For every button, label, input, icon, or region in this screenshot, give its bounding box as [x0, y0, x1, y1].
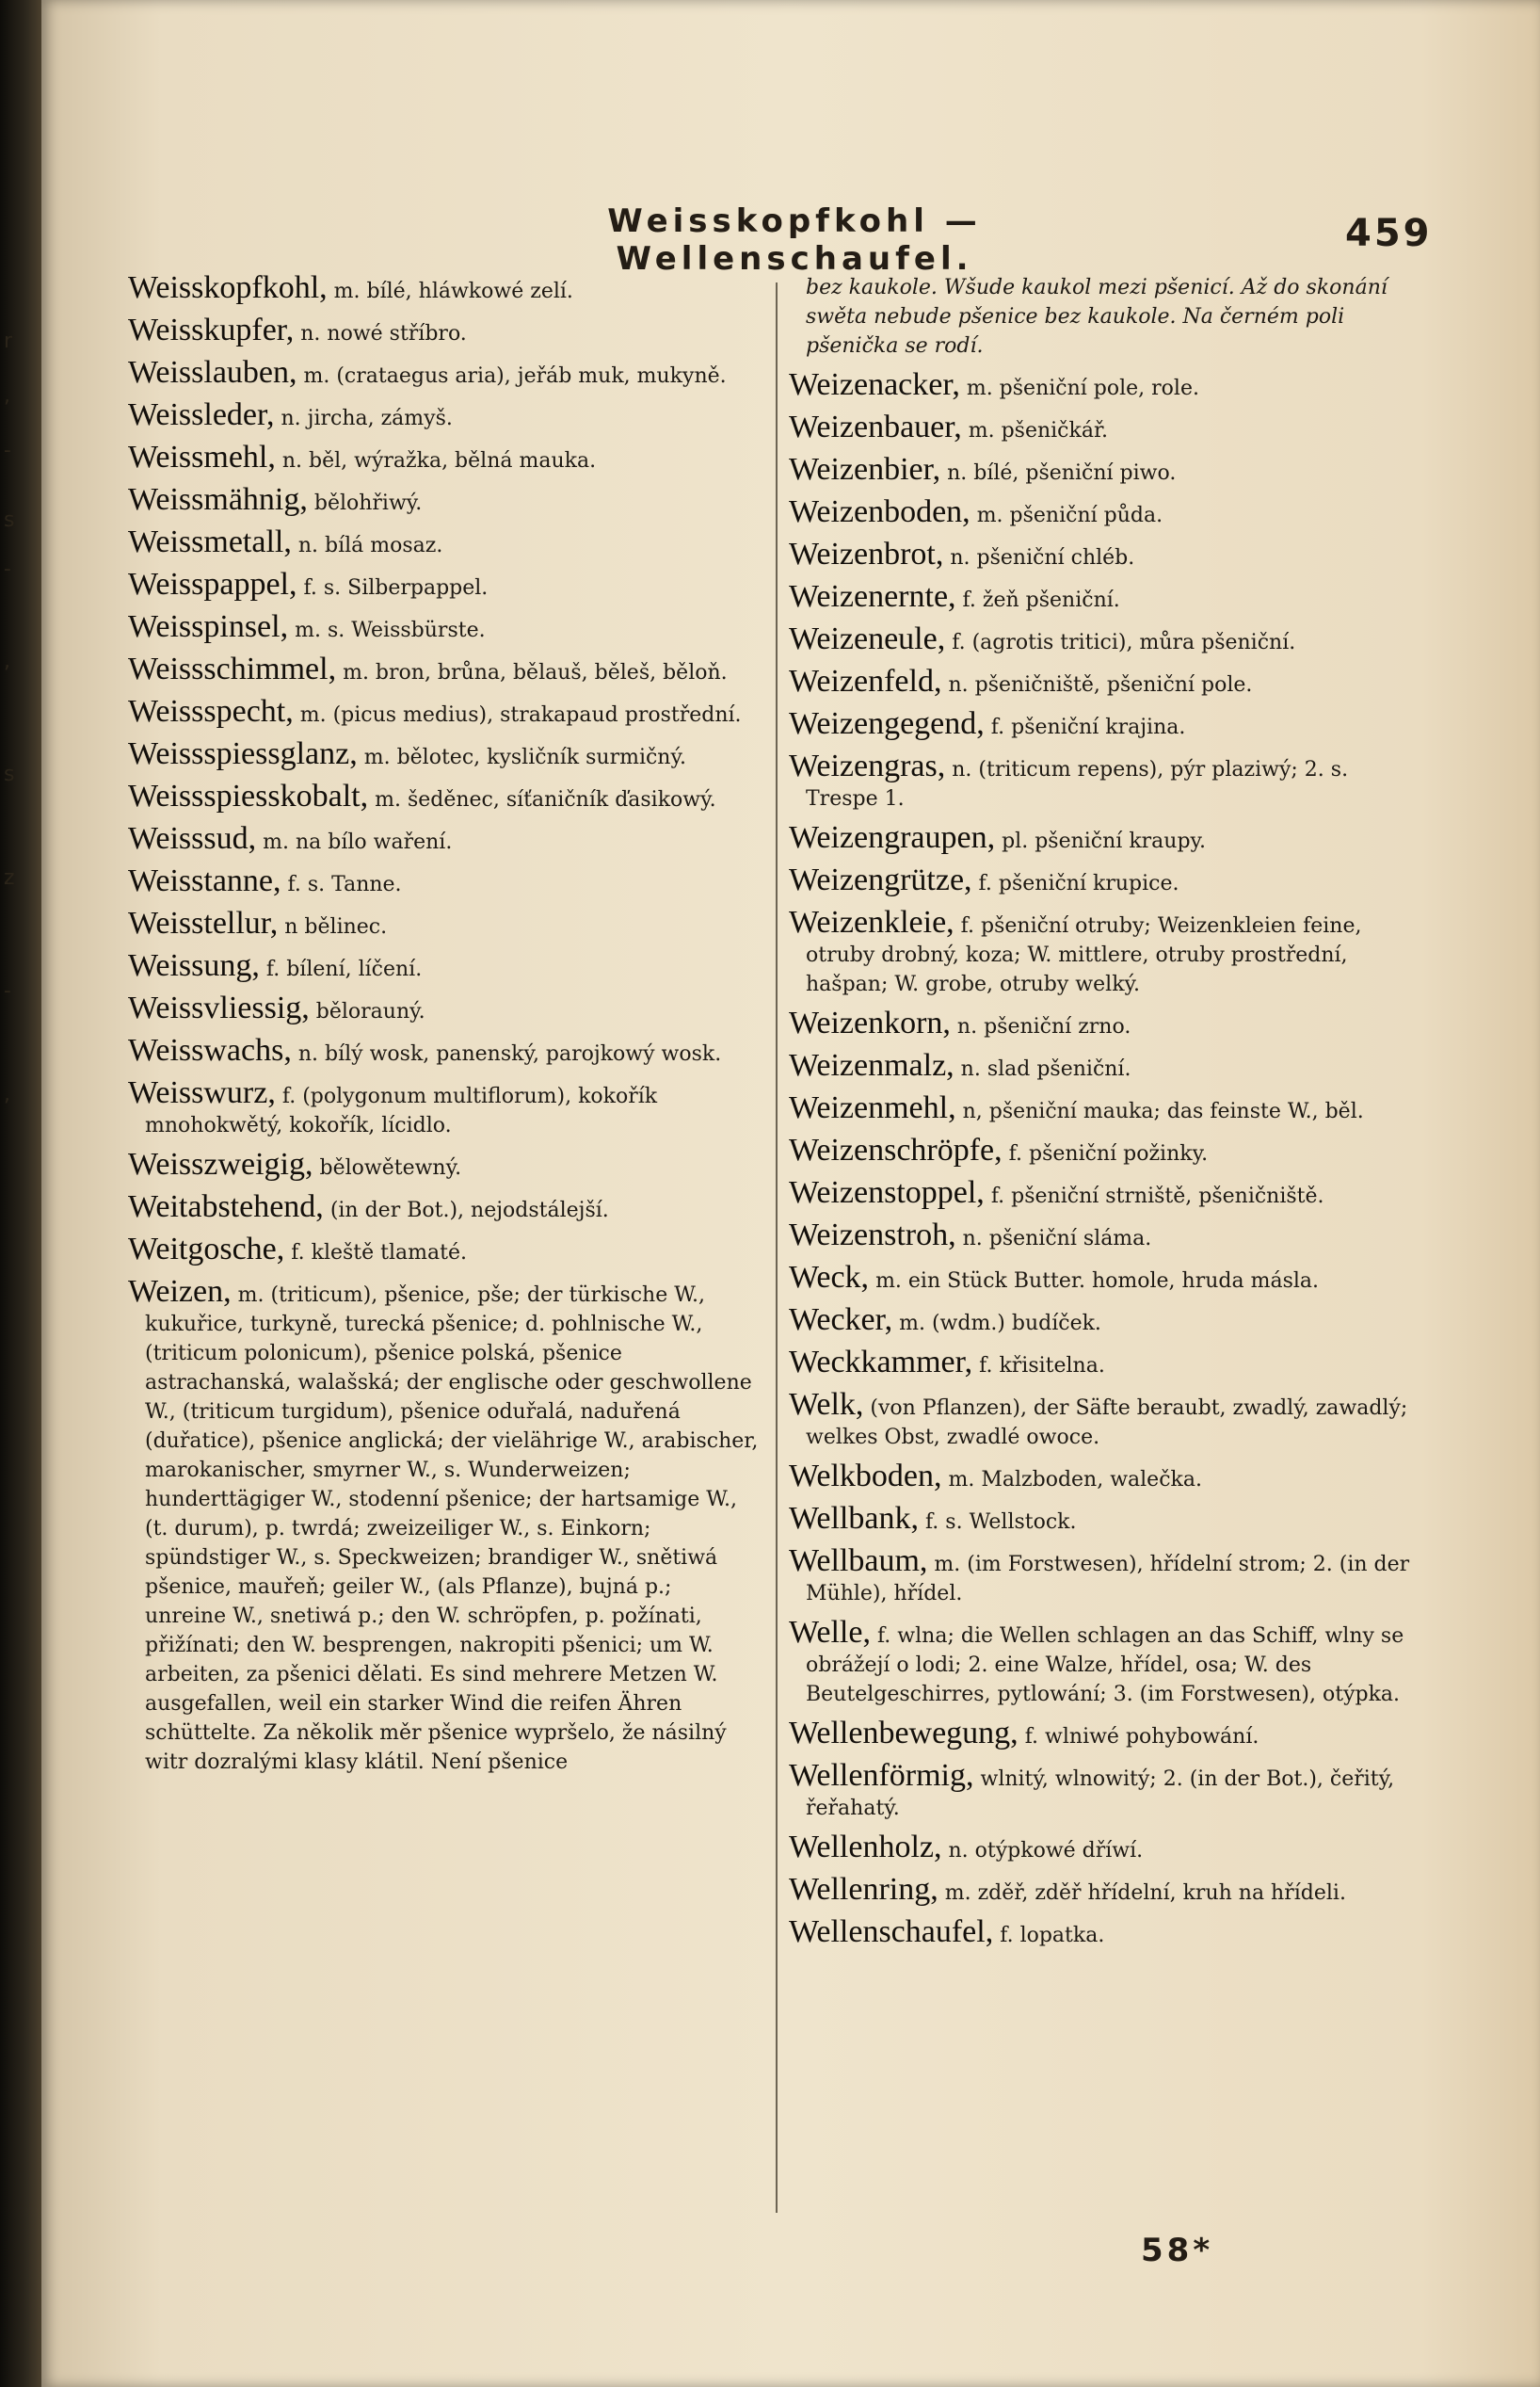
dictionary-page	[41, 0, 1540, 2387]
entry-headword: Wellbank,	[789, 1501, 919, 1536]
entry-headword: Weizengrütze,	[789, 863, 972, 897]
dictionary-entry	[128, 1234, 759, 1267]
entry-definition: f. wlniwé pohybowání.	[1024, 1725, 1259, 1749]
right-column	[789, 273, 1424, 1960]
dictionary-entry	[128, 1189, 759, 1225]
dictionary-entry	[128, 694, 759, 730]
entry-definition: bělowětewný.	[319, 1156, 462, 1180]
entry-definition: f. žeň pšeniční.	[962, 589, 1120, 612]
entry-headword: Weisskupfer,	[128, 313, 295, 347]
entry-definition: f. pšeniční požinky.	[1008, 1142, 1209, 1166]
entry-headword: Wellenschaufel,	[789, 1914, 994, 1949]
dictionary-entry	[789, 1461, 1424, 1494]
dictionary-entry	[789, 1090, 1424, 1126]
dictionary-entry	[789, 1175, 1424, 1211]
entry-definition: f. pšeniční krajina.	[990, 716, 1186, 739]
dictionary-entry	[789, 905, 1424, 999]
entry-definition: n. pšeniční chléb.	[950, 546, 1135, 570]
entry-headword: Weizenfeld,	[789, 664, 942, 699]
entry-definition: n. bílá mosaz.	[297, 534, 443, 557]
entry-headword: Weissmehl,	[128, 440, 276, 475]
dictionary-entry	[789, 1220, 1424, 1253]
dictionary-entry	[789, 1133, 1424, 1169]
entry-headword: Weisskopfkohl,	[128, 270, 328, 305]
entry-definition: m. bělotec, kysličník surmičný.	[363, 746, 686, 769]
dictionary-entry	[789, 1008, 1424, 1041]
margin-mark: ,	[4, 650, 10, 673]
entry-definition: m. bílé, hláwkowé zelí.	[333, 280, 573, 303]
entry-headword: Weizenstroh,	[789, 1218, 956, 1252]
dictionary-entry	[789, 1758, 1424, 1823]
dictionary-entry	[789, 1501, 1424, 1537]
entry-headword: Weissleder,	[128, 397, 275, 432]
entry-definition: bělorauný.	[315, 1000, 425, 1024]
margin-mark: s	[4, 508, 15, 532]
entry-headword: Weissmähnig,	[128, 482, 308, 517]
entry-definition: m. na bílo waření.	[263, 831, 453, 854]
margin-mark: s	[4, 763, 15, 786]
entry-headword: Weck,	[789, 1260, 870, 1295]
entry-headword: Wellenbewegung,	[789, 1716, 1019, 1750]
entry-headword: Weisspappel,	[128, 567, 297, 602]
dictionary-entry	[128, 482, 759, 518]
entry-definition: n. (triticum repens), pýr plaziwý; 2. s. Trespe 1.	[806, 758, 1349, 811]
margin-mark: -	[4, 979, 11, 1003]
margin-mark: -	[4, 557, 11, 581]
dictionary-entry	[128, 821, 759, 857]
dictionary-entry	[789, 621, 1424, 657]
entry-headword: Weizenstoppel,	[789, 1175, 985, 1210]
entry-headword: Weizenkleie,	[789, 905, 954, 940]
dictionary-entry	[789, 452, 1424, 488]
entry-definition: m. pšeničkář.	[968, 419, 1109, 443]
dictionary-entry	[789, 1615, 1424, 1709]
entry-definition: (in der Bot.), nejodstálejší.	[329, 1199, 609, 1222]
entry-definition: m. (picus medius), strakapaud prostřední.	[299, 703, 742, 727]
entry-headword: Weizenmehl,	[789, 1090, 956, 1125]
entry-headword: Weizenbier,	[789, 452, 941, 487]
dictionary-entry	[789, 579, 1424, 615]
dictionary-entry	[128, 948, 759, 984]
dictionary-entry	[789, 494, 1424, 530]
page-number: 459	[1345, 212, 1433, 255]
entry-definition: wlnitý, wlnowitý; 2. (in der Bot.), čeřitý, řeřahatý.	[806, 1767, 1395, 1820]
dictionary-entry	[789, 706, 1424, 742]
entry-definition: f. wlna; die Wellen schlagen an das Schiff, wlny se obrážejí o lodi; 2. eine Walze, hřídel, osa; W. des Beutelgeschirres, pytlowání; 3. (im Forstwesen), otýpka.	[806, 1624, 1404, 1706]
entry-definition: m. zděř, zděř hřídelní, kruh na hřídeli.	[944, 1881, 1346, 1905]
entry-headword: Weitgosche,	[128, 1232, 285, 1266]
entry-definition: m. (im Forstwesen), hřídelní strom; 2. (in der Mühle), hřídel.	[806, 1553, 1410, 1605]
entry-headword: Wellenring,	[789, 1872, 938, 1907]
dictionary-entry	[789, 1914, 1424, 1950]
entry-definition: m. Malzboden, walečka.	[948, 1468, 1202, 1492]
entry-definition: m. s. Weissbürste.	[295, 619, 486, 642]
entry-headword: Weizengras,	[789, 749, 946, 783]
entry-definition: m. pšeniční pole, role.	[966, 377, 1199, 400]
entry-definition: m. bron, brůna, bělauš, běleš, běloň.	[343, 661, 728, 685]
dictionary-entry	[789, 865, 1424, 898]
dictionary-entry	[128, 654, 759, 687]
entry-headword: Weizen,	[128, 1274, 232, 1309]
dictionary-entry	[128, 315, 759, 348]
entry-headword: Weisslauben,	[128, 355, 297, 390]
entry-headword: Weisstellur,	[128, 906, 279, 941]
entry-definition: m. (wdm.) budíček.	[899, 1312, 1101, 1335]
entry-definition: n. pšeniční sláma.	[962, 1227, 1152, 1250]
dictionary-entry	[789, 537, 1424, 573]
entry-headword: Welk,	[789, 1387, 864, 1422]
entry-definition: n. nowé stříbro.	[300, 322, 467, 346]
entry-definition: n. bílé, pšeniční piwo.	[947, 461, 1177, 485]
entry-definition: m. pšeniční půda.	[976, 504, 1163, 527]
dictionary-entry	[128, 1147, 759, 1183]
entry-definition: n, pšeniční mauka; das feinste W., běl.	[962, 1100, 1364, 1123]
entry-headword: Weissspiesskobalt,	[128, 779, 369, 814]
entry-definition: f. (agrotis tritici), můra pšeniční.	[952, 631, 1296, 654]
dictionary-entry	[789, 412, 1424, 445]
entry-headword: Weizenkorn,	[789, 1006, 951, 1040]
dictionary-entry	[789, 367, 1424, 403]
dictionary-entry	[789, 1302, 1424, 1338]
dictionary-entry	[128, 863, 759, 899]
column-divider	[776, 282, 778, 2213]
dictionary-entry	[789, 1543, 1424, 1608]
entry-headword: Weizenmalz,	[789, 1048, 954, 1083]
dictionary-entry	[789, 1387, 1424, 1452]
entry-headword: Weizenboden,	[789, 494, 971, 529]
entry-headword: Welkboden,	[789, 1459, 942, 1493]
entry-definition: n. jircha, zámyš.	[281, 407, 453, 430]
entry-headword: Weissmetall,	[128, 524, 292, 559]
dictionary-entry	[789, 1347, 1424, 1380]
entry-headword: Weckkammer,	[789, 1345, 973, 1379]
entry-definition: (von Pflanzen), der Säfte beraubt, zwadlý, zawadlý; welkes Obst, zwadlé owoce.	[806, 1396, 1408, 1449]
entry-definition: n bělinec.	[284, 915, 388, 939]
dictionary-entry	[128, 397, 759, 433]
dictionary-entry	[128, 906, 759, 942]
entry-definition: f. pšeniční otruby; Weizenkleien feine, otruby drobný, koza; W. mittlere, otruby prostřední, hašpan; W. grobe, otruby welký.	[806, 914, 1362, 996]
margin-mark: ,	[4, 384, 10, 408]
dictionary-entry	[789, 1718, 1424, 1751]
entry-headword: Weizengegend,	[789, 706, 985, 741]
entry-headword: Wellbaum,	[789, 1543, 928, 1578]
entry-definition: f. s. Tanne.	[287, 873, 402, 896]
dictionary-entry	[789, 1872, 1424, 1908]
dictionary-entry	[128, 779, 759, 814]
entry-definition: n. běl, wýražka, bělná mauka.	[281, 449, 597, 473]
dictionary-entry	[789, 751, 1424, 814]
entry-definition: n. pšeničniště, pšeniční pole.	[948, 673, 1253, 697]
dictionary-entry	[128, 1075, 759, 1140]
dictionary-entry	[128, 993, 759, 1026]
margin-mark: ,	[4, 1083, 10, 1106]
entry-definition: f. s. Wellstock.	[924, 1510, 1077, 1534]
entry-headword: Weizengraupen,	[789, 820, 996, 855]
dictionary-entry	[128, 440, 759, 476]
left-column	[128, 270, 759, 1786]
dictionary-entry	[128, 1274, 759, 1777]
dictionary-entry	[789, 1260, 1424, 1296]
entry-definition: n. bílý wosk, panenský, parojkowý wosk.	[297, 1042, 722, 1066]
entry-headword: Weizenschröpfe,	[789, 1133, 1003, 1168]
entry-headword: Weizenernte,	[789, 579, 956, 614]
entry-headword: Welle,	[789, 1615, 871, 1650]
entry-definition: m. šeděnec, síťaničník ďasikowý.	[375, 788, 716, 812]
entry-headword: Weitabstehend,	[128, 1189, 324, 1224]
entry-definition: pl. pšeniční kraupy.	[1002, 830, 1207, 853]
entry-definition: m. (triticum), pšenice, pše; der türkische W., kukuřice, turkyně, turecká pšenice; d. pohlnische W., (triticum polonicum), pšenice polská, pšenice astrachanská, walašská; der englische oder geschwollene W., (triticum turgidum), pšenice oduřalá, naduřená (duřatice), pšenice anglická; der vielährige W., arabischer, marokanischer, smyrner W., s. Wunderweizen; hunderttägiger W., stodenní pšenice; der hartsamige W., (t. durum), p. twrdá; zweizeiliger W., s. Einkorn; spündstiger W., s. Speckweizen; brandiger W., snětiwá pšenice, mauřeň; geiler W., (als Pflanze), bujná p.; unreine W., snetiwá p.; den W. schröpfen, p. požínati, přižínati; den W. besprengen, nakropiti pšenici; um W. arbeiten, za pšenici dělati. Es sind mehrere Metzen W. ausgefallen, weil ein starker Wind die reifen Ähren schüttelte. Za několik měr pšenice wypršelo, že násilný witr dozralými klasy klátil. Není pšenice	[145, 1283, 759, 1774]
entry-headword: Weizenacker,	[789, 367, 960, 402]
dictionary-entry	[128, 524, 759, 560]
entry-headword: Weisssud,	[128, 821, 257, 856]
margin-mark: -	[4, 439, 11, 462]
dictionary-entry	[128, 736, 759, 772]
entry-headword: Weizenbrot,	[789, 537, 944, 572]
entry-headword: Weizeneule,	[789, 621, 946, 656]
entry-definition: f. bílení, líčení.	[265, 958, 423, 981]
dictionary-entry	[128, 1033, 759, 1069]
entry-headword: Wecker,	[789, 1302, 893, 1337]
entry-headword: Weissschimmel,	[128, 652, 337, 686]
dictionary-entry	[128, 355, 759, 391]
entry-definition: n. slad pšeniční.	[960, 1057, 1131, 1081]
entry-headword: Weisswurz,	[128, 1075, 276, 1110]
entry-definition: n. pšeniční zrno.	[956, 1015, 1131, 1039]
entry-headword: Weisswachs,	[128, 1033, 292, 1068]
entry-headword: Weissvliessig,	[128, 991, 310, 1025]
entry-definition: f. pšeniční strniště, pšeničniště.	[990, 1185, 1324, 1208]
entry-headword: Weissspiessglanz,	[128, 736, 358, 771]
entry-headword: Weissung,	[128, 948, 260, 983]
entry-definition: bělohřiwý.	[313, 492, 423, 515]
entry-definition: f. kleště tlamaté.	[291, 1241, 467, 1265]
dictionary-entry	[789, 273, 1424, 361]
dictionary-entry	[789, 1832, 1424, 1865]
entry-definition: f. lopatka.	[1000, 1924, 1105, 1947]
dictionary-entry	[128, 270, 759, 306]
entry-definition: bez kaukole. Wšude kaukol mezi pšenicí. Až do skonání swěta nebude pšenice bez kaukole. Na černém poli pšenička se rodí.	[806, 276, 1388, 358]
margin-mark: z	[4, 866, 15, 890]
entry-definition: m. (crataegus aria), jeřáb muk, mukyně.	[303, 364, 727, 388]
dictionary-entry	[789, 1048, 1424, 1084]
signature-mark: 58*	[1141, 2232, 1214, 2269]
entry-definition: f. (polygonum multiflorum), kokořík mnohokwětý, kokořík, lícidlo.	[145, 1085, 658, 1137]
running-title: Weisskopfkohl — Wellenschaufel.	[607, 202, 982, 278]
book-gutter	[0, 0, 41, 2387]
entry-headword: Weizenbauer,	[789, 410, 962, 444]
entry-definition: f. křisitelna.	[979, 1354, 1105, 1378]
entry-headword: Weissspecht,	[128, 694, 294, 729]
entry-definition: n. otýpkowé dříwí.	[948, 1839, 1144, 1863]
dictionary-entry	[128, 609, 759, 645]
entry-headword: Weisszweigig,	[128, 1147, 313, 1182]
entry-definition: m. ein Stück Butter. homole, hruda másla.	[875, 1269, 1319, 1293]
entry-headword: Wellenholz,	[789, 1830, 942, 1864]
entry-headword: Weisstanne,	[128, 863, 281, 898]
entry-headword: Weisspinsel,	[128, 609, 289, 644]
entry-definition: f. s. Silberpappel.	[303, 576, 489, 600]
entry-headword: Wellenförmig,	[789, 1758, 974, 1793]
entry-definition: f. pšeniční krupice.	[978, 872, 1179, 895]
margin-mark: r	[4, 330, 13, 353]
dictionary-entry	[128, 567, 759, 603]
dictionary-entry	[789, 664, 1424, 700]
dictionary-entry	[789, 820, 1424, 856]
